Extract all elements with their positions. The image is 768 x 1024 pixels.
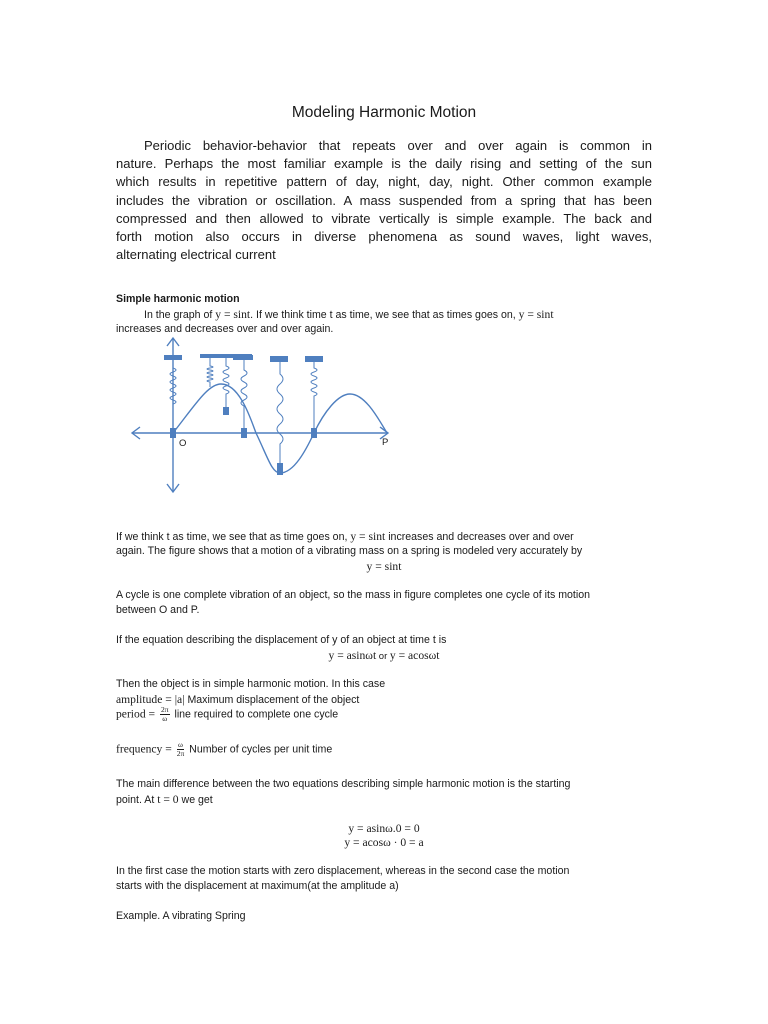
- para6-line-2: point. At t = 0 we get: [116, 793, 213, 806]
- intro-line: which results in repetitive pattern of day, night, day, night. Other common example: [116, 174, 652, 190]
- intro-line: includes the vibration or oscillation. A mass suspended from a spring that has been: [116, 192, 652, 208]
- intro-line: forth motion also occurs in diverse phenomena as sound waves, light waves,: [116, 228, 652, 244]
- ceiling-plate: [164, 355, 182, 360]
- spring: [223, 358, 229, 407]
- para7-line-1: In the first case the motion starts with zero displacement, whereas in the second case the motion: [116, 865, 570, 877]
- shm-line-1: In the graph of y = sint. If we think time t as time, we see that as times goes on, y = sint: [144, 308, 554, 321]
- para2-line-2: again. The figure shows that a motion of a vibrating mass on a spring is modeled very accurately by: [116, 545, 583, 557]
- amplitude-definition: amplitude = |a| Maximum displacement of the object: [116, 693, 360, 706]
- para7-line-2: starts with the displacement at maximum(at the amplitude a): [116, 880, 399, 892]
- intro-line: compressed and then allowed to vibrate vertically is simple example. The back and: [116, 210, 652, 226]
- spring: [207, 358, 213, 387]
- spring: [311, 362, 317, 428]
- page-title: Modeling Harmonic Motion: [291, 104, 477, 121]
- spring-mass: [311, 428, 317, 438]
- equation: y = sint: [366, 560, 402, 573]
- spring: [277, 362, 283, 463]
- section-heading: Simple harmonic motion: [116, 293, 240, 305]
- frequency-definition: frequency = $\frac{\omega}{2\pi}$ Number of cycles per unit time: [116, 740, 333, 758]
- para5-line-1: Then the object is in simple harmonic motion. In this case: [116, 678, 386, 690]
- intro-line: alternating electrical current: [116, 247, 276, 263]
- para3-line-2: between O and P.: [116, 604, 200, 616]
- shm-line-2: increases and decreases over and over again.: [116, 323, 334, 335]
- label-o: O: [179, 438, 187, 449]
- para3-line-1: A cycle is one complete vibration of an object, so the mass in figure completes one cycle of its motion: [116, 589, 591, 601]
- spring-mass: [170, 428, 176, 438]
- intro-line: Periodic behavior-behavior that repeats over and over again is common in: [144, 138, 652, 153]
- spring-mass: [223, 407, 229, 415]
- equation: y = acosω · 0 = a: [344, 836, 424, 849]
- intro-line: nature. Perhaps the most familiar example is the daily rising and setting of the sun: [116, 156, 652, 172]
- equation: y = asinωt or y = acosωt: [328, 649, 440, 662]
- intro-paragraph: [116, 137, 652, 264]
- ceiling-plate: [233, 355, 253, 360]
- spring-figure: [120, 332, 410, 502]
- fraction: $\frac{\omega}{2\pi}$: [176, 740, 185, 758]
- period-definition: period = $\frac{2\pi}{\omega}$ line required to complete one cycle: [116, 705, 339, 723]
- spring: [241, 360, 247, 428]
- spring-mass: [241, 428, 247, 438]
- para6-line-1: The main difference between the two equations describing simple harmonic motion is the starting: [116, 778, 571, 790]
- label-p: P: [382, 437, 389, 448]
- ceiling-plate: [270, 356, 288, 362]
- equation: y = asinω.0 = 0: [348, 822, 420, 835]
- ceiling-plate: [305, 356, 323, 362]
- example-heading: Example. A vibrating Spring: [116, 910, 246, 922]
- fraction: $\frac{2\pi}{\omega}$: [160, 705, 169, 723]
- spring-mass: [277, 463, 283, 475]
- para2-line-1: If we think t as time, we see that as time goes on, y = sint increases and decreases over and over: [116, 530, 574, 543]
- para4-line-1: If the equation describing the displacement of y of an object at time t is: [116, 634, 447, 646]
